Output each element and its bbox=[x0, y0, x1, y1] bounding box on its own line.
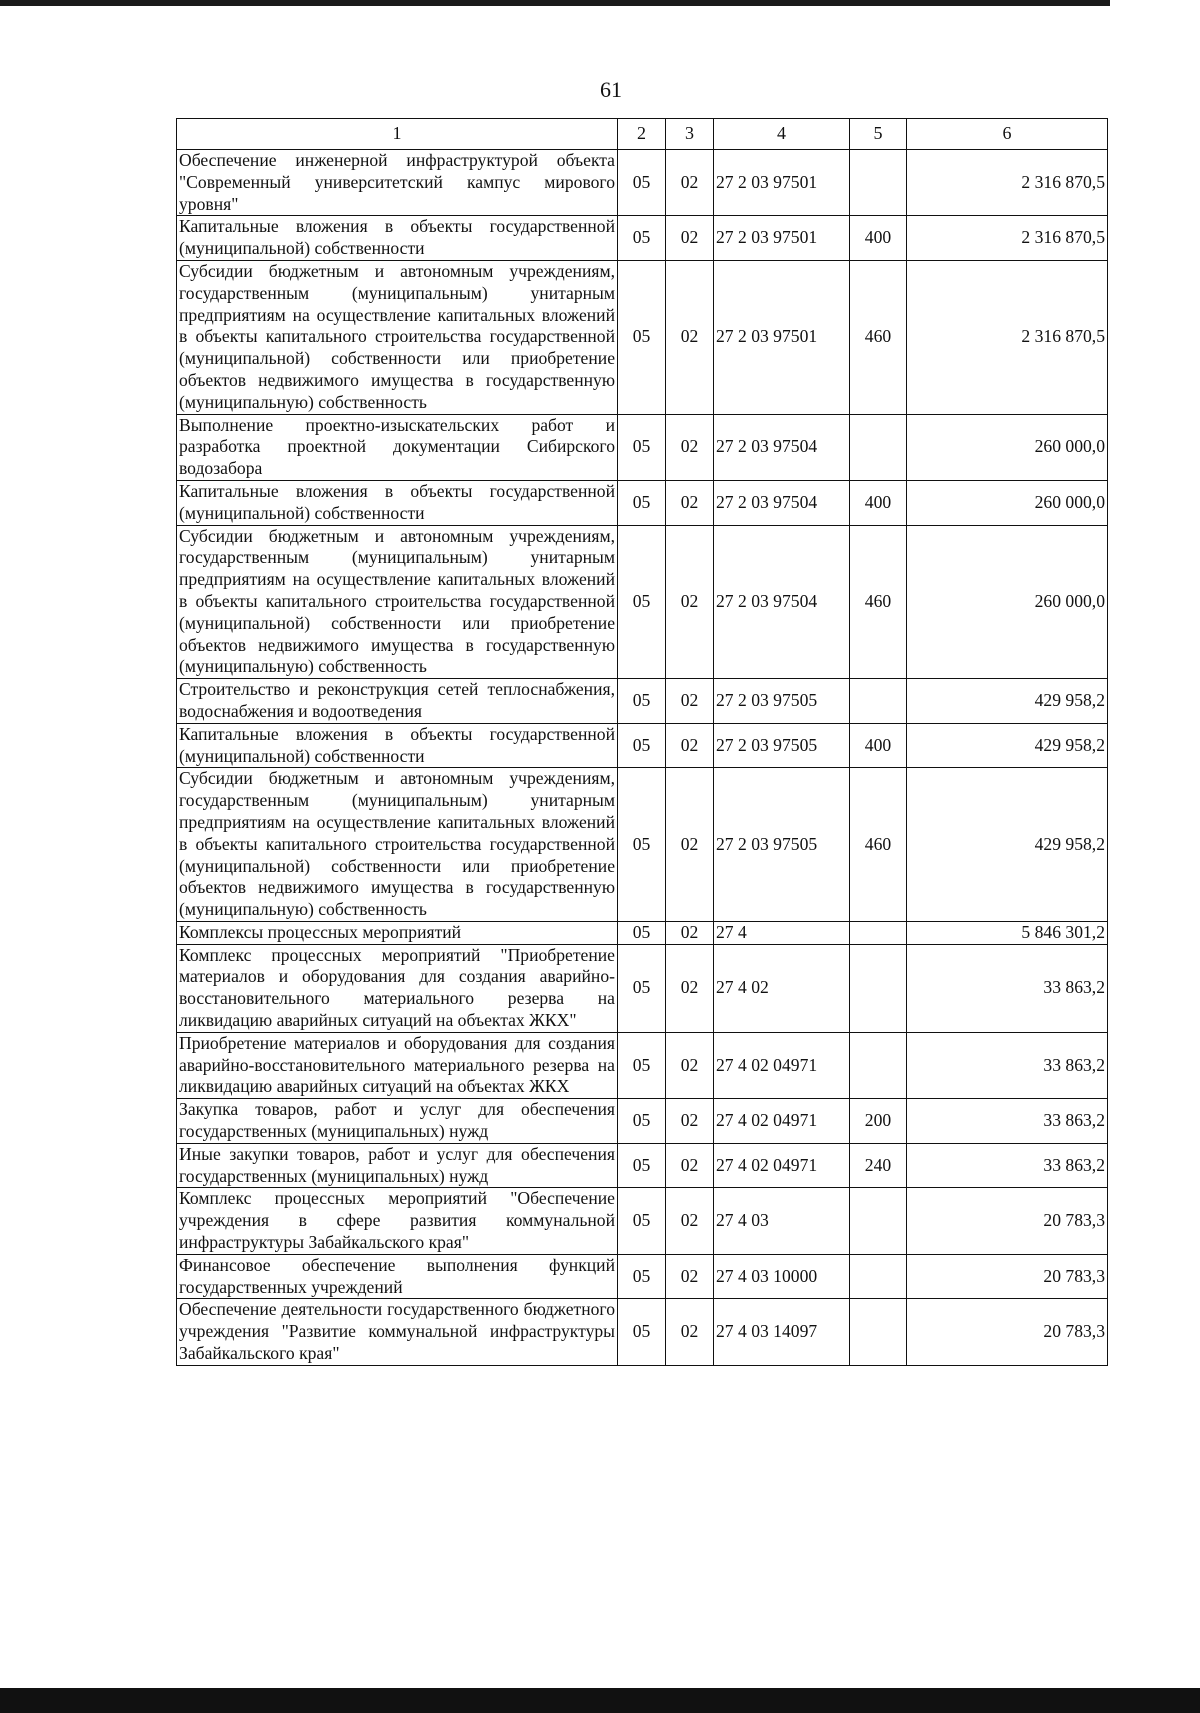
row-subsection-cell: 02 bbox=[666, 480, 714, 525]
row-amount-cell: 260 000,0 bbox=[907, 480, 1108, 525]
row-section-cell: 05 bbox=[618, 216, 666, 261]
row-section-cell: 05 bbox=[618, 260, 666, 414]
row-name-cell: Капитальные вложения в объекты государственной (муниципальной) собственности bbox=[177, 480, 618, 525]
row-subsection-cell: 02 bbox=[666, 525, 714, 679]
row-target-code-cell: 27 4 03 bbox=[714, 1188, 850, 1254]
row-expense-type-cell bbox=[850, 150, 907, 216]
table-row bbox=[177, 480, 1108, 525]
row-subsection-cell: 02 bbox=[666, 1099, 714, 1144]
row-expense-type-cell bbox=[850, 1188, 907, 1254]
row-target-code-cell: 27 2 03 97504 bbox=[714, 525, 850, 679]
row-subsection-cell: 02 bbox=[666, 414, 714, 480]
row-target-code-cell: 27 2 03 97501 bbox=[714, 216, 850, 261]
row-amount-cell: 33 863,2 bbox=[907, 1143, 1108, 1188]
row-subsection-cell: 02 bbox=[666, 1299, 714, 1365]
table-row bbox=[177, 1099, 1108, 1144]
row-section-cell: 05 bbox=[618, 150, 666, 216]
row-amount-cell: 33 863,2 bbox=[907, 1099, 1108, 1144]
row-target-code-cell: 27 4 02 04971 bbox=[714, 1032, 850, 1098]
row-amount-cell: 2 316 870,5 bbox=[907, 150, 1108, 216]
table-row bbox=[177, 723, 1108, 768]
row-amount-cell: 429 958,2 bbox=[907, 723, 1108, 768]
table-row bbox=[177, 944, 1108, 1032]
table-row bbox=[177, 921, 1108, 944]
row-expense-type-cell: 460 bbox=[850, 525, 907, 679]
row-amount-cell: 20 783,3 bbox=[907, 1188, 1108, 1254]
table-row bbox=[177, 150, 1108, 216]
row-amount-cell: 20 783,3 bbox=[907, 1254, 1108, 1299]
row-amount-cell: 33 863,2 bbox=[907, 1032, 1108, 1098]
row-section-cell: 05 bbox=[618, 1188, 666, 1254]
row-name-cell: Закупка товаров, работ и услуг для обеспечения государственных (муниципальных) нужд bbox=[177, 1099, 618, 1144]
header-cell: 2 bbox=[618, 119, 666, 150]
row-section-cell: 05 bbox=[618, 525, 666, 679]
table-row bbox=[177, 768, 1108, 922]
table-row bbox=[177, 679, 1108, 724]
row-expense-type-cell bbox=[850, 1299, 907, 1365]
row-section-cell: 05 bbox=[618, 921, 666, 944]
row-section-cell: 05 bbox=[618, 944, 666, 1032]
row-section-cell: 05 bbox=[618, 723, 666, 768]
header-cell: 3 bbox=[666, 119, 714, 150]
row-target-code-cell: 27 2 03 97504 bbox=[714, 414, 850, 480]
row-subsection-cell: 02 bbox=[666, 944, 714, 1032]
row-subsection-cell: 02 bbox=[666, 1032, 714, 1098]
row-name-cell: Субсидии бюджетным и автономным учреждениям, государственным (муниципальным) унитарным предприятиям на осуществление капитальных вложений в объекты капитального строительства государственной (муниципальной) собственности или приобретение объектов недвижимого имущества в государственную (муниципальную) собственность bbox=[177, 525, 618, 679]
row-subsection-cell: 02 bbox=[666, 921, 714, 944]
row-expense-type-cell: 400 bbox=[850, 480, 907, 525]
row-amount-cell: 2 316 870,5 bbox=[907, 216, 1108, 261]
header-cell: 1 bbox=[177, 119, 618, 150]
row-target-code-cell: 27 2 03 97504 bbox=[714, 480, 850, 525]
row-section-cell: 05 bbox=[618, 679, 666, 724]
row-name-cell: Приобретение материалов и оборудования для создания аварийно-восстановительного материального резерва на ликвидацию аварийных ситуаций на объектах ЖКХ bbox=[177, 1032, 618, 1098]
header-cell: 4 bbox=[714, 119, 850, 150]
row-name-cell: Обеспечение деятельности государственного бюджетного учреждения "Развитие коммунальной инфраструктуры Забайкальского края" bbox=[177, 1299, 618, 1365]
row-name-cell: Комплексы процессных мероприятий bbox=[177, 921, 618, 944]
row-amount-cell: 260 000,0 bbox=[907, 414, 1108, 480]
row-subsection-cell: 02 bbox=[666, 1254, 714, 1299]
table-row bbox=[177, 525, 1108, 679]
row-expense-type-cell bbox=[850, 1254, 907, 1299]
row-name-cell: Капитальные вложения в объекты государственной (муниципальной) собственности bbox=[177, 723, 618, 768]
table-row bbox=[177, 260, 1108, 414]
budget-table bbox=[176, 118, 1108, 1366]
row-name-cell: Выполнение проектно-изыскательских работ и разработка проектной документации Сибирского водозабора bbox=[177, 414, 618, 480]
row-amount-cell: 429 958,2 bbox=[907, 679, 1108, 724]
row-expense-type-cell bbox=[850, 1032, 907, 1098]
row-expense-type-cell bbox=[850, 921, 907, 944]
table-row bbox=[177, 1143, 1108, 1188]
row-expense-type-cell: 400 bbox=[850, 216, 907, 261]
table-row bbox=[177, 414, 1108, 480]
row-expense-type-cell: 200 bbox=[850, 1099, 907, 1144]
header-cell: 5 bbox=[850, 119, 907, 150]
row-section-cell: 05 bbox=[618, 1143, 666, 1188]
row-subsection-cell: 02 bbox=[666, 150, 714, 216]
row-target-code-cell: 27 4 02 04971 bbox=[714, 1099, 850, 1144]
row-subsection-cell: 02 bbox=[666, 723, 714, 768]
row-target-code-cell: 27 4 03 10000 bbox=[714, 1254, 850, 1299]
row-name-cell: Капитальные вложения в объекты государственной (муниципальной) собственности bbox=[177, 216, 618, 261]
row-amount-cell: 20 783,3 bbox=[907, 1299, 1108, 1365]
table-row bbox=[177, 1032, 1108, 1098]
row-subsection-cell: 02 bbox=[666, 768, 714, 922]
row-name-cell: Субсидии бюджетным и автономным учреждениям, государственным (муниципальным) унитарным предприятиям на осуществление капитальных вложений в объекты капитального строительства государственной (муниципальной) собственности или приобретение объектов недвижимого имущества в государственную (муниципальную) собственность bbox=[177, 260, 618, 414]
row-name-cell: Субсидии бюджетным и автономным учреждениям, государственным (муниципальным) унитарным предприятиям на осуществление капитальных вложений в объекты капитального строительства государственной (муниципальной) собственности или приобретение объектов недвижимого имущества в государственную (муниципальную) собственность bbox=[177, 768, 618, 922]
row-target-code-cell: 27 4 03 14097 bbox=[714, 1299, 850, 1365]
row-target-code-cell: 27 2 03 97505 bbox=[714, 723, 850, 768]
row-expense-type-cell: 460 bbox=[850, 260, 907, 414]
row-amount-cell: 2 316 870,5 bbox=[907, 260, 1108, 414]
row-target-code-cell: 27 2 03 97501 bbox=[714, 150, 850, 216]
row-expense-type-cell: 240 bbox=[850, 1143, 907, 1188]
row-section-cell: 05 bbox=[618, 1099, 666, 1144]
row-target-code-cell: 27 4 02 04971 bbox=[714, 1143, 850, 1188]
page-number: 61 bbox=[600, 77, 622, 102]
row-section-cell: 05 bbox=[618, 414, 666, 480]
table-row bbox=[177, 1188, 1108, 1254]
header-cell: 6 bbox=[907, 119, 1108, 150]
row-section-cell: 05 bbox=[618, 1299, 666, 1365]
row-name-cell: Иные закупки товаров, работ и услуг для обеспечения государственных (муниципальных) нужд bbox=[177, 1143, 618, 1188]
row-subsection-cell: 02 bbox=[666, 216, 714, 261]
row-target-code-cell: 27 2 03 97501 bbox=[714, 260, 850, 414]
row-name-cell: Строительство и реконструкция сетей теплоснабжения, водоснабжения и водоотведения bbox=[177, 679, 618, 724]
scan-top-edge bbox=[0, 0, 1110, 6]
row-section-cell: 05 bbox=[618, 1254, 666, 1299]
row-section-cell: 05 bbox=[618, 480, 666, 525]
row-section-cell: 05 bbox=[618, 768, 666, 922]
table-row bbox=[177, 1299, 1108, 1365]
row-expense-type-cell: 460 bbox=[850, 768, 907, 922]
row-amount-cell: 260 000,0 bbox=[907, 525, 1108, 679]
table-row bbox=[177, 1254, 1108, 1299]
row-name-cell: Комплекс процессных мероприятий "Обеспечение учреждения в сфере развития коммунальной инфраструктуры Забайкальского края" bbox=[177, 1188, 618, 1254]
row-subsection-cell: 02 bbox=[666, 260, 714, 414]
row-target-code-cell: 27 4 02 bbox=[714, 944, 850, 1032]
row-target-code-cell: 27 2 03 97505 bbox=[714, 768, 850, 922]
row-expense-type-cell: 400 bbox=[850, 723, 907, 768]
row-target-code-cell: 27 4 bbox=[714, 921, 850, 944]
row-subsection-cell: 02 bbox=[666, 679, 714, 724]
row-expense-type-cell bbox=[850, 679, 907, 724]
row-amount-cell: 5 846 301,2 bbox=[907, 921, 1108, 944]
row-expense-type-cell bbox=[850, 944, 907, 1032]
row-target-code-cell: 27 2 03 97505 bbox=[714, 679, 850, 724]
row-amount-cell: 429 958,2 bbox=[907, 768, 1108, 922]
row-subsection-cell: 02 bbox=[666, 1188, 714, 1254]
header-row bbox=[177, 119, 1108, 150]
row-amount-cell: 33 863,2 bbox=[907, 944, 1108, 1032]
row-name-cell: Финансовое обеспечение выполнения функций государственных учреждений bbox=[177, 1254, 618, 1299]
table-row bbox=[177, 216, 1108, 261]
scan-bottom-edge bbox=[0, 1688, 1200, 1713]
row-name-cell: Комплекс процессных мероприятий "Приобретение материалов и оборудования для создания аварийно-восстановительного материального резерва на ликвидацию аварийных ситуаций на объектах ЖКХ" bbox=[177, 944, 618, 1032]
row-subsection-cell: 02 bbox=[666, 1143, 714, 1188]
row-expense-type-cell bbox=[850, 414, 907, 480]
row-name-cell: Обеспечение инженерной инфраструктурой объекта "Современный университетский кампус мирового уровня" bbox=[177, 150, 618, 216]
row-section-cell: 05 bbox=[618, 1032, 666, 1098]
